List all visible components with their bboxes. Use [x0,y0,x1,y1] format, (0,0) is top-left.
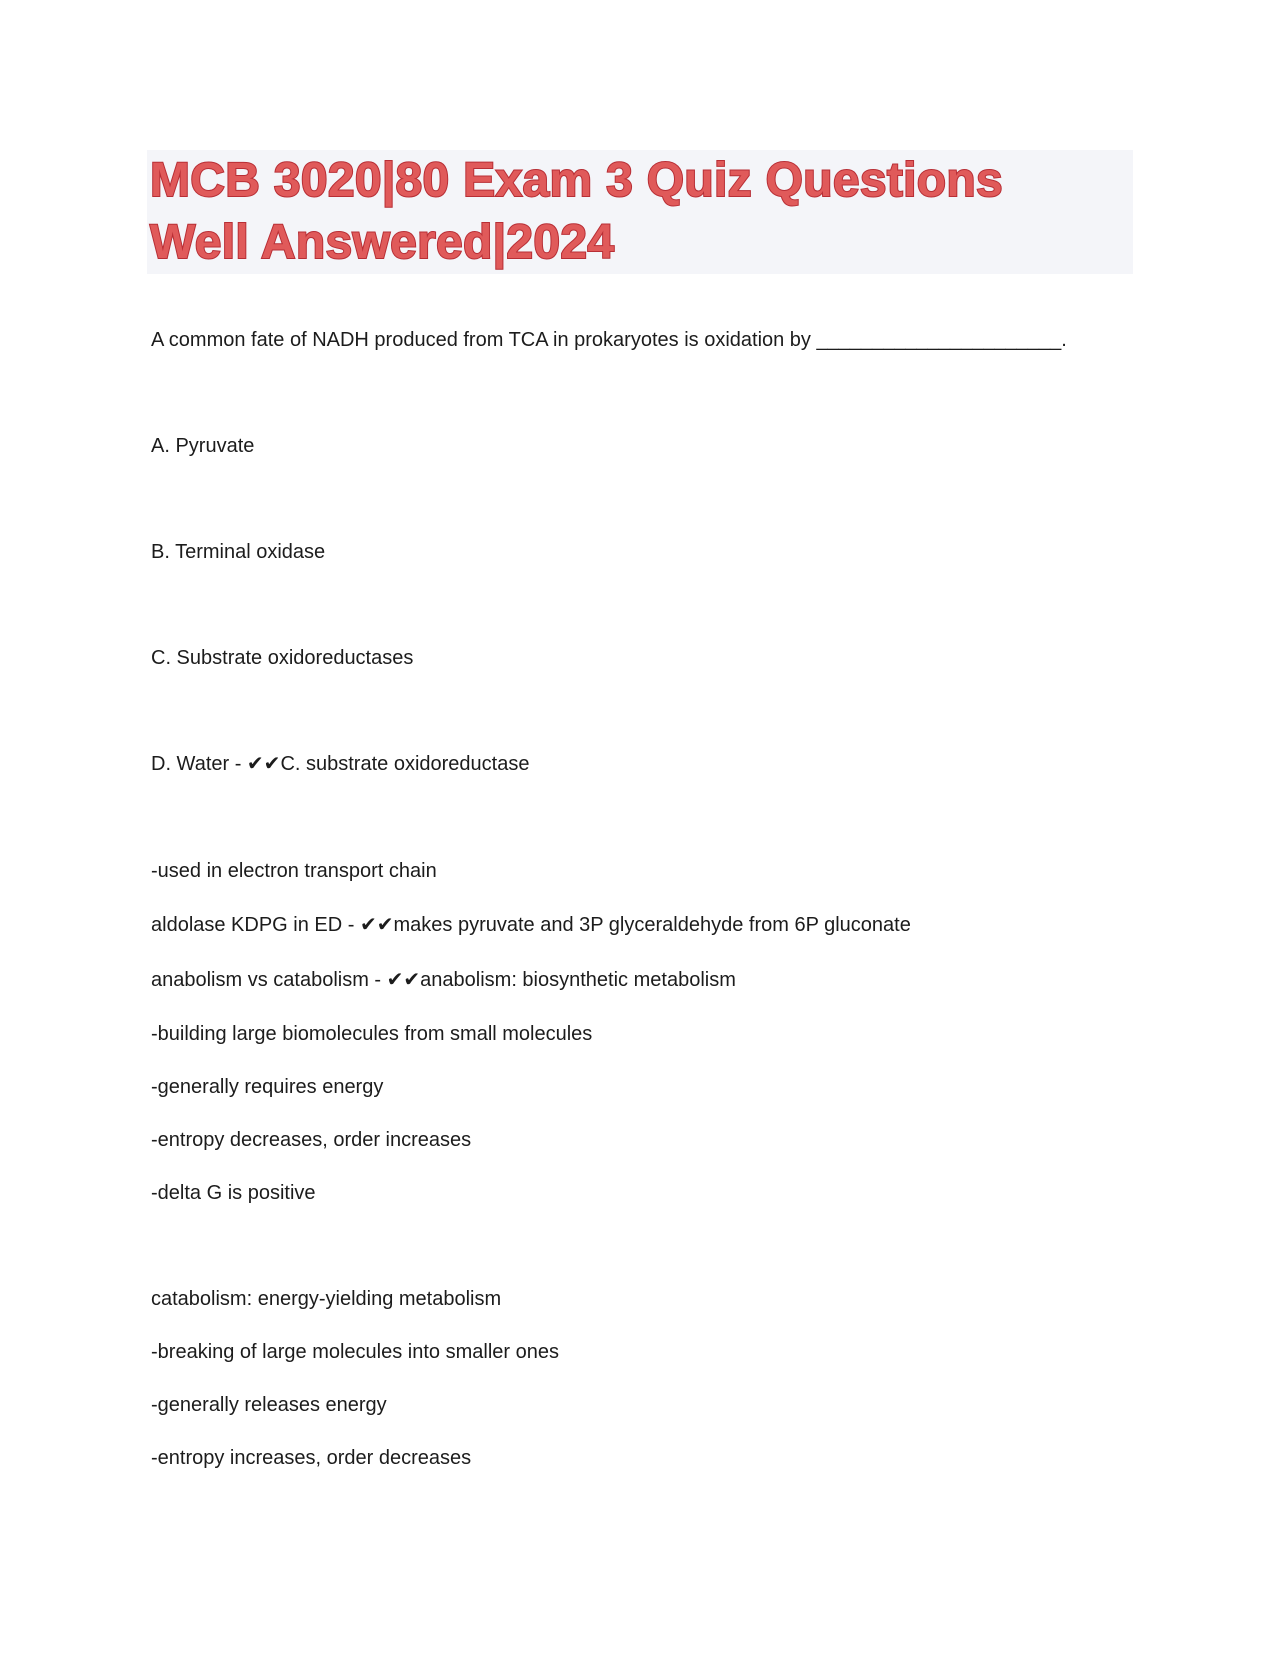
note-line: -generally releases energy [151,1394,387,1416]
question-stem: A common fate of NADH produced from TCA in prokaryotes is oxidation by ______________________. [151,329,1067,351]
note-line: -breaking of large molecules into smaller ones [151,1341,559,1363]
note-line: anabolism vs catabolism - ✔✔anabolism: biosynthetic metabolism [151,969,736,991]
note-line: -generally requires energy [151,1076,384,1098]
note-line: -used in electron transport chain [151,860,437,882]
note-line: -entropy decreases, order increases [151,1129,472,1151]
note-line: -entropy increases, order decreases [151,1447,472,1469]
note-line: -delta G is positive [151,1182,316,1204]
note-line: catabolism: energy-yielding metabolism [151,1288,502,1310]
answer-option-b: B. Terminal oxidase [151,541,326,563]
document-title-line-2: Well Answered|2024 [150,216,615,269]
answer-option-a: A. Pyruvate [151,435,255,457]
document-title-line-1: MCB 3020|80 Exam 3 Quiz Questions [150,154,1003,207]
answer-option-d: D. Water - ✔✔C. substrate oxidoreductase [151,753,530,775]
answer-option-c: C. Substrate oxidoreductases [151,647,414,669]
note-line: -building large biomolecules from small molecules [151,1023,593,1045]
document-title-banner [147,150,1133,274]
note-line: aldolase KDPG in ED - ✔✔makes pyruvate and 3P glyceraldehyde from 6P gluconate [151,914,911,936]
